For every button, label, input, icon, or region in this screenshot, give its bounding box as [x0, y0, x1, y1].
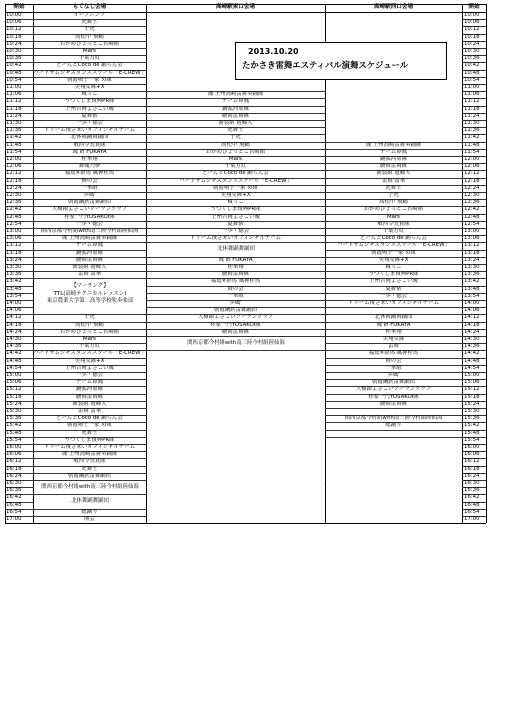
time-right-cell: 14:24 — [464, 328, 480, 335]
col-b-cell: 夏舞俵 — [227, 220, 244, 227]
col-a-cell: 関西京都今村組with南三陸今村組陸仙海 — [40, 228, 139, 234]
col-a-cell: 踊弧河童隊 — [76, 249, 103, 256]
col-a-cell: 駿舞雷舞隊 — [76, 393, 103, 400]
time-right-cell: 13:36 — [464, 271, 480, 278]
time-left-cell: 16:42 — [6, 494, 22, 501]
time-left-cell: 16:54 — [6, 508, 22, 515]
time-right-cell: 15:30 — [464, 408, 480, 414]
col-a-cell: 雷舞 雷華 — [77, 408, 102, 414]
title-date: 2013.10.20 — [248, 47, 299, 56]
time-left-cell: 12:00 — [6, 156, 22, 162]
col-c-cell: 雷舞 雷華 — [381, 177, 406, 184]
time-left-cell: 12:54 — [6, 220, 22, 227]
col-a-cell: どーんとCoco de 踊らん会 — [56, 415, 123, 422]
col-c-cell: 一華組 — [385, 364, 402, 371]
time-left-cell: 11:18 — [6, 105, 22, 112]
col-c-cell: 福島×群馬 風神桂馬 — [368, 350, 419, 357]
time-right-cell: 13:06 — [464, 235, 480, 242]
col-a-cell: チーム鼻鳳 — [76, 242, 103, 249]
time-right-cell: 14:00 — [464, 300, 480, 306]
time-left-cell: 15:54 — [6, 436, 22, 443]
time-right-cell: 12:12 — [464, 170, 480, 177]
time-right-cell: 11:54 — [464, 148, 480, 155]
col-a-cell: 美翔女隊+X — [74, 357, 105, 364]
col-a-cell: 千葉万紅 — [78, 343, 101, 350]
col-a-cell: 子虎 — [84, 314, 95, 321]
time-right-cell: 11:42 — [464, 134, 480, 141]
col-b-cell: 大樹銀よさこいソーランクラブ — [197, 314, 274, 321]
time-right-cell: 13:12 — [464, 242, 480, 249]
time-left-cell: 11:48 — [6, 141, 22, 148]
time-left-cell: 10:12 — [6, 26, 22, 33]
time-left-cell: 10:42 — [6, 62, 22, 69]
time-left-cell: 10:30 — [6, 48, 22, 54]
time-right-cell: 11:48 — [464, 141, 480, 148]
col-a-cell: 高松中 飛鵜 — [75, 33, 104, 40]
col-a-cell: 大樹銀よさこいソーランクラブ — [51, 206, 128, 213]
col-a-cell: 舞魂乃夢 — [78, 163, 101, 170]
col-a-cell: 子虎 — [84, 26, 95, 33]
col-c-cell: 美翔女隊 — [382, 336, 405, 342]
col-b-cell: ドリーム夜さ来いオフィシャルチーム — [190, 235, 281, 242]
time-right-cell: 15:54 — [464, 436, 480, 443]
time-left-cell: 17:00 — [6, 516, 22, 522]
col-a-cell: 虎舞士 — [81, 465, 98, 472]
time-left-cell: 16:18 — [6, 465, 22, 472]
time-right-cell: 14:42 — [464, 350, 480, 357]
col-a-cell: Mars — [83, 48, 96, 54]
col-a-cell: 桂家一門YOSAKOI隊 — [64, 213, 115, 220]
col-a-cell: 新装組 遊郷人 — [72, 400, 107, 407]
col-a-cell: 上州吉岡よさこい魂 — [65, 105, 114, 112]
time-right-cell: 16:30 — [464, 480, 480, 486]
time-right-cell: 10:12 — [464, 26, 480, 33]
time-left-cell: 13:00 — [6, 228, 22, 234]
col-a-cell: 桂華翔 — [81, 156, 98, 162]
col-b-cell: 千葉万紅 — [224, 163, 247, 170]
time-left-cell: 13:48 — [6, 285, 22, 292]
marching-line: TTL(高崎テクニカルレッスン) — [53, 290, 127, 297]
col-b-cell: 歩風' — [229, 300, 242, 306]
col-c-cell: 駿舞雷舞隊 — [380, 163, 407, 170]
col-a-cell: 虎舞士 — [81, 429, 98, 436]
col-a-cell: 駿舞雷舞隊 — [76, 256, 103, 263]
time-left-cell: 14:12 — [6, 314, 22, 321]
time-right-cell: 13:48 — [464, 285, 480, 292]
col-a-cell: 一歩・徳会 — [76, 120, 103, 126]
col-a-merged-cell: 北休舞踊舞踊団 — [34, 495, 146, 508]
col-a-cell: 一歩・徳会 — [76, 372, 103, 378]
col-a-cell: 新装組 遊郷人 — [72, 264, 107, 270]
time-left-cell: 14:30 — [6, 336, 22, 342]
time-right-cell: 10:48 — [464, 69, 480, 76]
time-right-cell: 12:24 — [464, 184, 480, 191]
time-left-cell: 10:06 — [6, 19, 22, 26]
col-b-cell: ハートサムジャズダンススクール「E-CREW」 — [179, 177, 292, 184]
time-left-cell: 14:00 — [6, 300, 22, 306]
col-b-cell: どーんとCoco de 踊らん会 — [202, 170, 269, 177]
col-b-cell: 福島×群馬 風神桂馬 — [210, 278, 261, 285]
time-right-cell: 13:42 — [464, 278, 480, 285]
col-a-cell: 朝霞鋼鉄雷舞踊団 — [67, 472, 112, 479]
time-left-cell: 15:48 — [6, 429, 22, 436]
time-left-cell: 12:42 — [6, 206, 22, 213]
col-c-cell: うつくしま復興PR隊 — [368, 271, 419, 278]
time-left-cell: 11:24 — [6, 112, 22, 119]
col-b-cell: 虎舞士 — [227, 127, 244, 134]
col-c-cell: 朝霞鋼鉄雷舞踊団 — [371, 379, 416, 386]
col-a-marching-block — [34, 279, 146, 314]
time-left-cell: 15:06 — [6, 379, 22, 386]
col-b-cell: 高松中 飛鵜 — [221, 141, 250, 148]
time-right-cell: 11:00 — [464, 84, 480, 90]
col-c-cell: おかめひょっとこ宮崎組 — [363, 206, 424, 213]
col-a-cell: ハートサムジャズダンススクール「E-CREW」 — [33, 350, 146, 357]
time-left-cell: 11:30 — [6, 120, 22, 126]
col-a-cell: 上州吉岡よさこい魂 — [65, 364, 114, 371]
col-b-cell: 魂 in FUKAYA — [218, 256, 253, 263]
col-b-cell: 舞の会 — [227, 285, 244, 292]
time-left-cell: 15:24 — [6, 400, 22, 407]
time-right-cell: 15:48 — [464, 429, 480, 436]
time-right-cell: 16:36 — [464, 487, 480, 494]
col-b-cell: 一華組 — [227, 292, 244, 299]
time-left-cell: 11:42 — [6, 134, 22, 141]
time-right-cell: 12:36 — [464, 199, 480, 206]
col-a-cell: 敬西令長賞隊 — [73, 458, 106, 465]
time-left-cell: 16:30 — [6, 480, 22, 486]
time-right-cell: 16:54 — [464, 508, 480, 515]
col-a-cell: 魂 in FUKAYA — [72, 148, 107, 155]
time-right-cell: 10:42 — [464, 62, 480, 69]
col-b-cell: 駿舞雷舞隊 — [222, 271, 249, 278]
col-c-cell: 一歩・徳会 — [380, 292, 407, 299]
time-left-cell: 15:42 — [6, 422, 22, 429]
time-left-cell: 11:12 — [6, 98, 22, 105]
time-left-cell: 13:24 — [6, 256, 22, 263]
time-left-cell: 10:48 — [6, 69, 22, 76]
col-a-cell: 北休舞踊舞踊団 — [70, 134, 109, 141]
col-b-cell: 朝霞鳴子一家 め組 — [213, 184, 258, 191]
header-col-a: もてなし会場 — [72, 4, 107, 10]
header-col-c: 高崎駅西口会場 — [373, 4, 414, 10]
col-a-cell: 一華組 — [81, 184, 98, 191]
col-b-cell: 上州吉岡よさこい魂 — [211, 213, 260, 220]
col-b-cell: 踊弧河童隊 — [222, 105, 249, 112]
col-a-cell: 美翔女隊+X — [74, 84, 105, 90]
time-right-cell: 16:06 — [464, 451, 480, 458]
col-a-cell: Mars — [83, 336, 96, 342]
time-right-cell: 15:36 — [464, 415, 480, 422]
time-right-cell: 10:36 — [464, 55, 480, 62]
time-left-cell: 13:42 — [6, 278, 22, 285]
col-b-cell: うつくしま復興PR隊 — [210, 206, 261, 213]
col-a-cell: 夏舞俵 — [81, 112, 98, 119]
col-a-cell: 敬西令長賞隊 — [73, 141, 106, 148]
time-left-cell: 15:36 — [6, 415, 22, 422]
time-left-cell: 13:54 — [6, 292, 22, 299]
schedule-sheet — [5, 4, 508, 721]
time-left-cell: 14:24 — [6, 328, 22, 335]
col-b-cell: 一歩・徳会 — [222, 228, 249, 234]
col-c-cell: 上州吉岡よさこい魂 — [369, 278, 418, 285]
col-a-cell: おかめひょっとこ宮崎組 — [59, 328, 120, 335]
time-left-cell: 16:00 — [6, 444, 22, 450]
time-left-cell: 16:12 — [6, 458, 22, 465]
time-right-cell: 11:36 — [464, 127, 480, 134]
time-right-cell: 15:18 — [464, 393, 480, 400]
time-right-cell: 11:12 — [464, 98, 480, 105]
time-left-cell: 13:18 — [6, 249, 22, 256]
col-a-cell: おかめひょっとこ宮崎組 — [59, 40, 120, 47]
col-a-cell: 福島×群馬 風神桂馬 — [64, 170, 115, 177]
col-b-cell: おかめひょっとこ宮崎組 — [205, 148, 266, 155]
col-a-cell: オープニング — [73, 12, 106, 18]
time-left-cell: 14:48 — [6, 357, 22, 364]
time-left-cell: 13:30 — [6, 264, 22, 270]
col-a-cell: 朝霞鳴子一家 め組 — [67, 422, 112, 429]
col-a-merged-cell: 関西京都今村組with南三陸今村組陸仙海 — [34, 481, 146, 494]
time-right-cell: 13:54 — [464, 292, 480, 299]
col-c-cell: 魂 in FUKAYA — [376, 321, 411, 328]
col-c-cell: 虎舞士 — [385, 184, 402, 191]
time-left-cell: 12:30 — [6, 192, 22, 198]
time-left-cell: 12:18 — [6, 177, 22, 184]
time-right-cell: 12:54 — [464, 220, 480, 227]
col-c-cell: どーんとCoco de 踊らん会 — [360, 235, 427, 242]
time-left-cell: 14:06 — [6, 307, 22, 314]
time-left-cell: 16:24 — [6, 472, 22, 479]
time-right-cell: 12:18 — [464, 177, 480, 184]
col-b-cell: 朝霞鋼鉄雷舞踊団 — [213, 307, 258, 314]
time-right-cell: 16:24 — [464, 472, 480, 479]
time-left-cell: 11:06 — [6, 91, 22, 98]
col-c-cell: 新装組 遊郷人 — [376, 170, 411, 177]
col-c-cell: 高松中 飛鵜 — [379, 199, 408, 206]
time-right-cell: 10:54 — [464, 76, 480, 83]
time-right-cell: 10:06 — [464, 19, 480, 26]
time-left-cell: 14:36 — [6, 343, 22, 350]
col-a-cell: 踊弧河童隊 — [76, 386, 103, 393]
col-a-cell: 千葉万紅 — [78, 55, 101, 62]
col-c-cell: 北休舞踊舞踊団 — [374, 314, 413, 321]
col-a-cell: どーんとCoco de 踊らん会 — [56, 62, 123, 69]
col-a-cell: 朝霞鳴子一家 め組 — [67, 76, 112, 83]
time-left-cell: 14:54 — [6, 364, 22, 371]
time-right-cell: 12:06 — [464, 163, 480, 170]
col-a-cell: ドリーム夜さ来いオフィシャルチーム — [44, 127, 135, 134]
time-left-cell: 15:18 — [6, 393, 22, 400]
col-b-empty-block — [147, 351, 325, 522]
col-c-cell: 朝霞鳴子一家 め組 — [371, 249, 416, 256]
time-left-cell: 14:18 — [6, 321, 22, 328]
col-c-cell: ハートサムジャズダンススクール「E-CREW」 — [337, 242, 450, 249]
col-a-cell: 歩風' — [83, 192, 96, 198]
grid-hline — [5, 4, 486, 5]
time-left-cell: 13:36 — [6, 271, 22, 278]
col-c-cell: 夏舞俵 — [385, 285, 402, 292]
col-c-cell: 美翔女隊+X — [378, 256, 409, 263]
col-a-cell: 総踊り — [81, 508, 98, 515]
time-left-cell: 10:00 — [6, 12, 22, 18]
col-a-cell: チーム鼻鳳 — [76, 379, 103, 386]
time-right-cell: 10:00 — [464, 12, 480, 18]
col-b-cell: Mars — [229, 156, 242, 162]
col-a-cell: 虎舞士 — [81, 19, 98, 26]
time-left-cell: 16:48 — [6, 501, 22, 508]
time-left-cell: 11:36 — [6, 127, 22, 134]
col-c-cell: 魂 上州高崎雷舞奏踊隊 — [365, 141, 422, 148]
col-a-cell: 魂 上州高崎雷舞奏踊隊 — [61, 451, 118, 458]
time-left-cell: 11:54 — [6, 148, 22, 155]
time-right-cell: 13:24 — [464, 256, 480, 263]
time-right-cell: 11:18 — [464, 105, 480, 112]
col-b-cell: 美翔女隊+X — [220, 192, 251, 198]
time-right-cell: 16:12 — [464, 458, 480, 465]
col-a-cell: 魂 上州高崎雷舞奏踊隊 — [61, 235, 118, 242]
time-right-cell: 15:00 — [464, 372, 480, 378]
title-box — [235, 42, 447, 80]
col-a-cell: 一歩・徳会 — [76, 220, 103, 227]
time-left-cell: 16:06 — [6, 451, 22, 458]
col-c-cell: ドリーム夜さ来いオフィシャルチーム — [348, 300, 439, 306]
time-right-cell: 14:36 — [464, 343, 480, 350]
col-c-cell: 桂華翔 — [385, 328, 402, 335]
col-a-cell: 蔵っこ — [81, 91, 98, 98]
time-left-cell: 11:00 — [6, 84, 22, 90]
col-c-cell: 駿舞雷舞隊 — [380, 400, 407, 407]
time-right-cell: 15:06 — [464, 379, 480, 386]
time-left-cell: 16:36 — [6, 487, 22, 494]
col-c-cell: 雷舞 — [388, 343, 399, 350]
time-right-cell: 13:00 — [464, 228, 480, 234]
time-right-cell: 11:24 — [464, 112, 480, 119]
time-right-cell: 10:24 — [464, 40, 480, 47]
col-c-cell: 舞の会 — [385, 357, 402, 364]
col-b-cell: 蔵っこ — [227, 199, 244, 206]
col-b-cell: 魂 上州高崎雷舞奏踊隊 — [207, 91, 264, 98]
time-right-cell: 15:24 — [464, 400, 480, 407]
time-left-cell: 10:18 — [6, 33, 22, 40]
col-c-cell: Mars — [387, 213, 400, 220]
col-b-merged-cell: 関西京都今村組with南三陸今村組陸仙海 — [147, 337, 325, 350]
col-c-cell: 総踊り — [385, 422, 402, 429]
header-time-left: 開始 — [13, 4, 25, 10]
col-a-cell: 雷舞 雷華 — [77, 271, 102, 278]
time-right-cell: 16:48 — [464, 501, 480, 508]
time-right-cell: 14:06 — [464, 307, 480, 314]
time-left-cell: 10:36 — [6, 55, 22, 62]
col-c-cell: 大樹銀よさこいソーランクラブ — [355, 386, 432, 393]
time-right-cell: 16:42 — [464, 494, 480, 501]
time-right-cell: 12:30 — [464, 192, 480, 198]
time-left-cell: 12:24 — [6, 184, 22, 191]
time-right-cell: 14:30 — [464, 336, 480, 342]
marching-line: 【マーチング】 — [71, 283, 109, 290]
col-b-cell: 桂家一門YOSAKOI隊 — [210, 321, 261, 328]
col-a-cell: うつくしま復興PR隊 — [64, 98, 115, 105]
time-right-cell: 14:48 — [464, 357, 480, 364]
time-right-cell: 10:30 — [464, 48, 480, 54]
time-left-cell: 12:06 — [6, 163, 22, 170]
col-c-cell: 千葉万紅 — [382, 228, 405, 234]
col-c-cell: 桂家一門YOSAKOI隊 — [368, 393, 419, 400]
time-left-cell: 13:06 — [6, 235, 22, 242]
col-a-cell: 舞の会 — [81, 177, 98, 184]
title-main: たかさき雷舞エスティバル演舞スケジュール — [242, 60, 409, 70]
time-right-cell: 15:42 — [464, 422, 480, 429]
time-left-cell: 12:36 — [6, 199, 22, 206]
col-b-cell: 駿舞雷舞隊 — [222, 328, 249, 335]
time-left-cell: 10:54 — [6, 76, 22, 83]
time-right-cell: 12:00 — [464, 156, 480, 162]
time-left-cell: 12:48 — [6, 213, 22, 220]
time-right-cell: 12:42 — [464, 206, 480, 213]
col-b-cell: 桂華翔 — [227, 264, 244, 270]
time-right-cell: 17:00 — [464, 516, 480, 522]
col-a-cell: 高松中 飛鵜 — [75, 321, 104, 328]
time-left-cell: 13:12 — [6, 242, 22, 249]
time-left-cell: 10:24 — [6, 40, 22, 47]
time-left-cell: 12:12 — [6, 170, 22, 177]
col-c-cell: 敬西令長賞隊 — [377, 220, 410, 227]
col-c-empty-block — [326, 438, 462, 522]
col-b-cell: 駿舞雷舞隊 — [222, 112, 249, 119]
time-right-cell: 13:30 — [464, 264, 480, 270]
col-c-cell: 関西京都今村組with南三陸今村組陸仙海 — [344, 415, 443, 422]
col-c-cell: チーム鼻鳳 — [380, 148, 407, 155]
col-c-cell: 踊弧河童隊 — [380, 156, 407, 162]
grid-hline — [5, 523, 486, 524]
col-a-cell: ハートサムジャズダンススクール「E-CREW」 — [33, 69, 146, 76]
header-time-right: 開始 — [468, 4, 480, 10]
time-left-cell: 15:30 — [6, 408, 22, 414]
time-right-cell: 14:12 — [464, 314, 480, 321]
col-a-cell: ドリーム夜さ来いオフィシャルチーム — [44, 444, 135, 450]
time-right-cell: 13:18 — [464, 249, 480, 256]
time-right-cell: 15:12 — [464, 386, 480, 393]
time-left-cell: 14:42 — [6, 350, 22, 357]
col-b-cell: 子虎 — [230, 134, 241, 141]
time-right-cell: 16:00 — [464, 444, 480, 450]
col-a-cell: うつくしま復興PR隊 — [64, 436, 115, 443]
time-right-cell: 12:48 — [464, 213, 480, 220]
col-c-cell: 蔵っこ — [385, 264, 402, 270]
time-right-cell: 16:18 — [464, 465, 480, 472]
col-c-cell: 歩風' — [387, 372, 400, 378]
time-right-cell: 11:06 — [464, 91, 480, 98]
col-a-cell: 朝霞鋼鉄雷舞踊団 — [67, 199, 112, 206]
col-c-cell: 子虎 — [388, 192, 399, 198]
marching-line: 東京農業大学第二高等学校吹奏楽部 — [46, 297, 134, 304]
header-col-b: 高崎駅東口会場 — [215, 4, 256, 10]
col-a-cell: 閉会 — [84, 516, 95, 522]
time-right-cell: 14:54 — [464, 364, 480, 371]
col-b-merged-cell: 北休舞踊舞踊団 — [147, 243, 325, 256]
col-b-cell: チーム鼻鳳 — [222, 98, 249, 105]
col-b-cell: 新装組 遊郷人 — [218, 120, 253, 126]
time-right-cell: 11:30 — [464, 120, 480, 126]
time-right-cell: 14:18 — [464, 321, 480, 328]
time-right-cell: 10:18 — [464, 33, 480, 40]
time-left-cell: 15:00 — [6, 372, 22, 378]
time-left-cell: 15:12 — [6, 386, 22, 393]
